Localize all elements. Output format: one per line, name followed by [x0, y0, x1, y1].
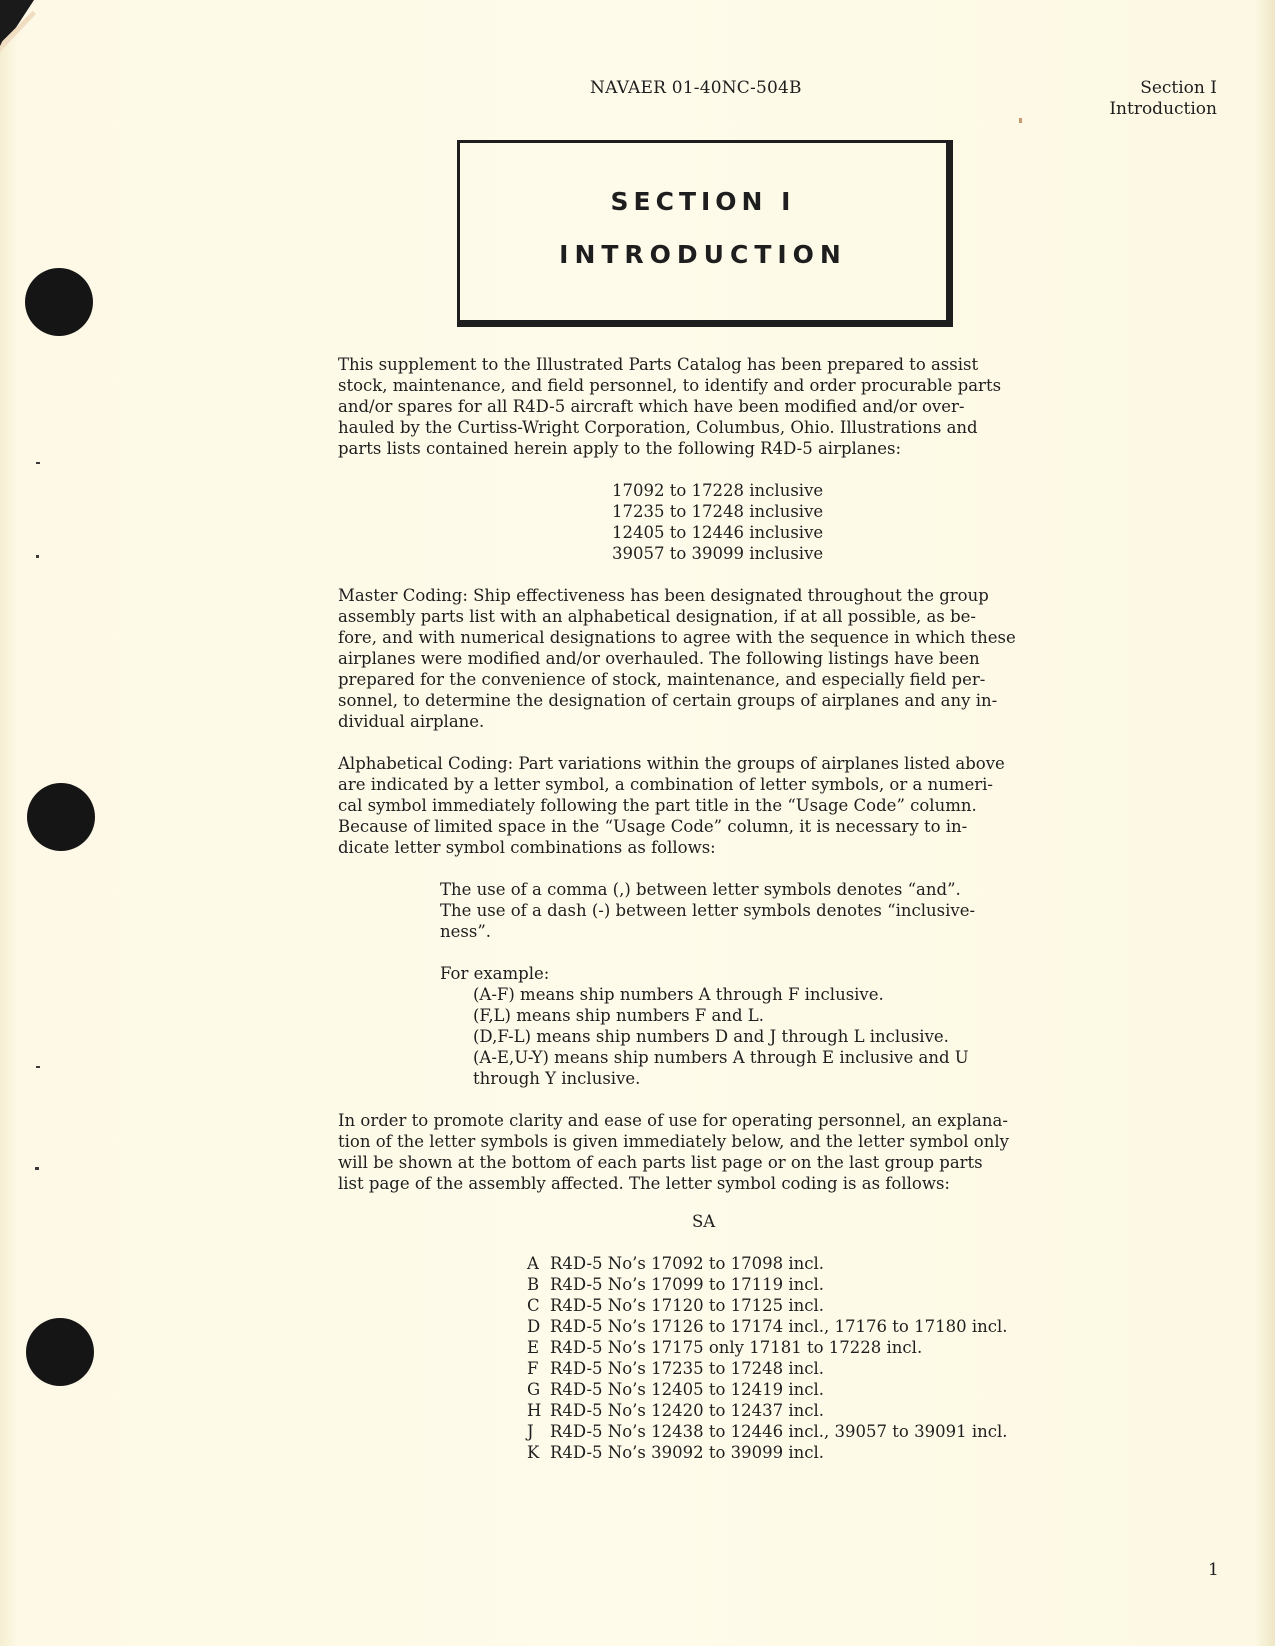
coding-row	[527, 1337, 1007, 1358]
coding-text: R4D-5 No’s 17235 to 17248 incl.	[550, 1359, 825, 1378]
coding-row	[527, 1358, 1007, 1379]
airplane-range: 12405 to 12446 inclusive	[612, 523, 824, 542]
text-line: fore, and with numerical designations to agree with the sequence in which these	[338, 628, 1016, 647]
text-line: airplanes were modified and/or overhauled. The following listings have been	[338, 649, 980, 668]
text-line: will be shown at the bottom of each parts list page or on the last group parts	[338, 1153, 983, 1172]
coding-row	[527, 1421, 1007, 1442]
coding-text: R4D-5 No’s 17126 to 17174 incl., 17176 to 17180 incl.	[550, 1317, 1008, 1336]
coding-letter: B	[527, 1275, 540, 1294]
coding-row	[527, 1400, 1007, 1421]
coding-row	[527, 1316, 1007, 1337]
text-line: Because of limited space in the “Usage Code” column, it is necessary to in-	[338, 817, 968, 836]
coding-letter: E	[527, 1338, 540, 1357]
airplane-range: 17235 to 17248 inclusive	[612, 502, 824, 521]
coding-letter: C	[527, 1296, 540, 1315]
symbol-rules	[440, 879, 1080, 942]
text-line: hauled by the Curtiss-Wright Corporation, Columbus, Ohio. Illustrations and	[338, 418, 978, 437]
section-title-box	[457, 140, 953, 327]
scan-speck	[36, 1066, 40, 1068]
text-line: and/or spares for all R4D-5 aircraft which have been modified and/or over-	[338, 397, 965, 416]
text-line: sonnel, to determine the designation of certain groups of airplanes and any in-	[338, 691, 998, 710]
master-coding-paragraph	[338, 585, 1068, 732]
page-number: 1	[1208, 1560, 1219, 1580]
text-line: list page of the assembly affected. The letter symbol coding is as follows:	[338, 1174, 950, 1193]
text-line: dicate letter symbol combinations as follows:	[338, 838, 716, 857]
examples-heading: For example:	[440, 964, 550, 983]
rule-line: The use of a comma (,) between letter symbols denotes “and”.	[440, 880, 961, 899]
rule-line: ness”.	[440, 922, 492, 941]
text-line: This supplement to the Illustrated Parts Catalog has been prepared to assist	[338, 355, 979, 374]
text-line: tion of the letter symbols is given immediately below, and the letter symbol only	[338, 1132, 1009, 1151]
scan-speck	[35, 1167, 39, 1170]
alphabetical-coding-paragraph	[338, 753, 1068, 858]
coding-text: R4D-5 No’s 39092 to 39099 incl.	[550, 1443, 825, 1462]
binder-hole-top	[25, 268, 93, 336]
airplane-range: 17092 to 17228 inclusive	[612, 481, 824, 500]
coding-table-heading: SA	[692, 1212, 716, 1231]
text-line: are indicated by a letter symbol, a combination of letter symbols, or a numeri-	[338, 775, 993, 794]
coding-letter: D	[527, 1317, 541, 1336]
coding-text: R4D-5 No’s 12405 to 12419 incl.	[550, 1380, 825, 1399]
letter-coding-table	[527, 1253, 1007, 1463]
text-line: Alphabetical Coding: Part variations within the groups of airplanes listed above	[338, 754, 1005, 773]
coding-letter: F	[527, 1359, 539, 1378]
coding-text: R4D-5 No’s 12438 to 12446 incl., 39057 to 39091 incl.	[550, 1422, 1008, 1441]
examples	[440, 963, 1080, 1089]
coding-text: R4D-5 No’s 17092 to 17098 incl.	[550, 1254, 825, 1273]
example-item: (D,F-L) means ship numbers D and J through L inclusive.	[473, 1027, 949, 1046]
rule-line: The use of a dash (-) between letter symbols denotes “inclusive-	[440, 901, 976, 920]
binder-hole-bottom	[26, 1318, 94, 1386]
section-subheading: INTRODUCTION	[559, 240, 847, 269]
airplane-range-list	[612, 480, 823, 564]
coding-row	[527, 1379, 1007, 1400]
coding-letter: G	[527, 1380, 541, 1399]
section-heading: SECTION I	[610, 187, 796, 216]
coding-letter: H	[527, 1401, 542, 1420]
text-line: parts lists contained herein apply to the following R4D-5 airplanes:	[338, 439, 902, 458]
document-number: NAVAER 01-40NC-504B	[590, 78, 802, 98]
scan-speck	[36, 555, 39, 558]
intro-paragraph	[338, 354, 1068, 459]
running-header	[1109, 78, 1217, 120]
section-label: Section I	[1140, 78, 1217, 98]
text-line: assembly parts list with an alphabetical designation, if at all possible, as be-	[338, 607, 976, 626]
section-title: Introduction	[1109, 99, 1217, 119]
coding-text: R4D-5 No’s 17099 to 17119 incl.	[550, 1275, 825, 1294]
coding-letter: J	[527, 1422, 534, 1441]
text-line: prepared for the convenience of stock, maintenance, and especially field per-	[338, 670, 986, 689]
coding-row	[527, 1295, 1007, 1316]
coding-row	[527, 1274, 1007, 1295]
airplane-range: 39057 to 39099 inclusive	[612, 544, 824, 563]
text-line: Master Coding: Ship effectiveness has been designated throughout the group	[338, 586, 989, 605]
coding-text: R4D-5 No’s 17120 to 17125 incl.	[550, 1296, 825, 1315]
text-line: cal symbol immediately following the part title in the “Usage Code” column.	[338, 796, 977, 815]
scan-speck	[1019, 118, 1022, 123]
coding-letter: K	[527, 1443, 540, 1462]
coding-text: R4D-5 No’s 17175 only 17181 to 17228 incl.	[550, 1338, 923, 1357]
example-item: (F,L) means ship numbers F and L.	[473, 1006, 764, 1025]
text-line: dividual airplane.	[338, 712, 485, 731]
text-line: stock, maintenance, and field personnel, to identify and order procurable parts	[338, 376, 1002, 395]
coding-text: R4D-5 No’s 12420 to 12437 incl.	[550, 1401, 825, 1420]
coding-row	[527, 1442, 1007, 1463]
coding-row	[527, 1253, 1007, 1274]
binder-hole-middle	[27, 783, 95, 851]
example-item: (A-E,U-Y) means ship numbers A through E inclusive and U	[473, 1048, 969, 1067]
scan-speck	[36, 462, 40, 464]
example-item: (A-F) means ship numbers A through F inclusive.	[473, 985, 884, 1004]
example-continuation: through Y inclusive.	[473, 1069, 641, 1088]
text-line: In order to promote clarity and ease of use for operating personnel, an explana-	[338, 1111, 1008, 1130]
explanation-paragraph	[338, 1110, 1068, 1194]
coding-letter: A	[527, 1254, 539, 1273]
